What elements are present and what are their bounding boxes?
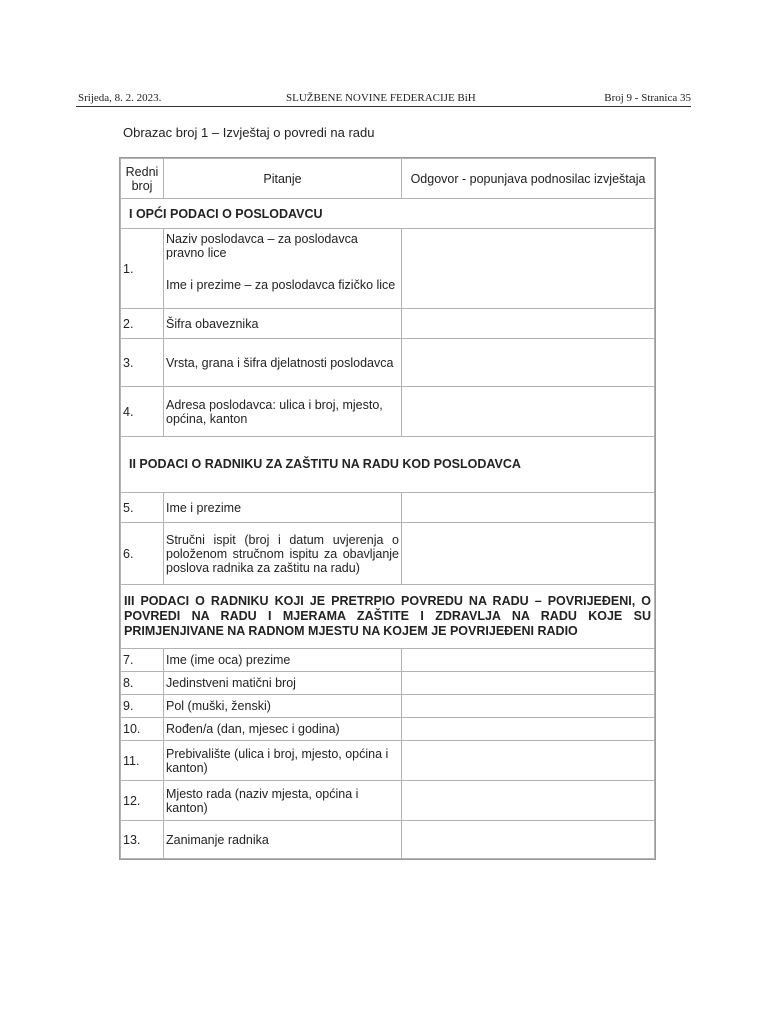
form-title: Obrazac broj 1 – Izvještaj o povredi na radu [123, 125, 375, 140]
answer-field[interactable] [402, 695, 655, 718]
table-header-row [121, 159, 655, 199]
answer-field[interactable] [402, 821, 655, 859]
row-number: 9. [121, 695, 164, 718]
answer-field[interactable] [402, 649, 655, 672]
answer-field[interactable] [402, 339, 655, 387]
table-row [121, 309, 655, 339]
table-row [121, 821, 655, 859]
section-row [121, 585, 655, 649]
row-question-part-1: Naziv poslodavca – za poslodavca pravno lice [166, 232, 358, 260]
table-row [121, 523, 655, 585]
column-header-answer: Odgovor - popunjava podnosilac izvještaja [402, 159, 655, 199]
answer-field[interactable] [402, 493, 655, 523]
section-row [121, 199, 655, 229]
row-number: 1. [121, 229, 164, 309]
table-row [121, 493, 655, 523]
table-row [121, 695, 655, 718]
row-number: 3. [121, 339, 164, 387]
table-row [121, 387, 655, 437]
section-row [121, 437, 655, 493]
row-question: Adresa poslodavca: ulica i broj, mjesto, općina, kanton [164, 387, 402, 437]
answer-field[interactable] [402, 229, 655, 309]
table-row [121, 781, 655, 821]
answer-field[interactable] [402, 672, 655, 695]
column-header-question: Pitanje [164, 159, 402, 199]
answer-field[interactable] [402, 718, 655, 741]
header-page-number: Broj 9 - Stranica 35 [604, 92, 691, 104]
row-question: Šifra obaveznika [164, 309, 402, 339]
row-number: 4. [121, 387, 164, 437]
answer-field[interactable] [402, 523, 655, 585]
row-question: Ime (ime oca) prezime [164, 649, 402, 672]
row-question: Pol (muški, ženski) [164, 695, 402, 718]
report-form-table [120, 158, 655, 859]
header-publication: SLUŽBENE NOVINE FEDERACIJE BiH [286, 92, 476, 104]
answer-field[interactable] [402, 309, 655, 339]
row-question: Prebivalište (ulica i broj, mjesto, općina i kanton) [164, 741, 402, 781]
row-question: Zanimanje radnika [164, 821, 402, 859]
header-date: Srijeda, 8. 2. 2023. [78, 92, 162, 104]
table-row [121, 718, 655, 741]
row-question-part-2: Ime i prezime – za poslodavca fizičko lice [166, 278, 396, 292]
row-question: Mjesto rada (naziv mjesta, općina i kanton) [164, 781, 402, 821]
row-question: Ime i prezime [164, 493, 402, 523]
row-question: Vrsta, grana i šifra djelatnosti poslodavca [164, 339, 402, 387]
section-2-title: II PODACI O RADNIKU ZA ZAŠTITU NA RADU KOD POSLODAVCA [121, 437, 655, 493]
answer-field[interactable] [402, 387, 655, 437]
row-number: 10. [121, 718, 164, 741]
row-number: 6. [121, 523, 164, 585]
row-number: 11. [121, 741, 164, 781]
table-row [121, 649, 655, 672]
answer-field[interactable] [402, 781, 655, 821]
answer-field[interactable] [402, 741, 655, 781]
row-question: Rođen/a (dan, mjesec i godina) [164, 718, 402, 741]
row-question: Stručni ispit (broj i datum uvjerenja o položenom stručnom ispitu za obavljanje poslova radnika za zaštitu na radu) [164, 523, 402, 585]
row-question [164, 229, 402, 309]
table-row [121, 229, 655, 309]
table-row [121, 741, 655, 781]
row-number: 8. [121, 672, 164, 695]
row-number: 7. [121, 649, 164, 672]
column-header-number: Redni broj [121, 159, 164, 199]
row-number: 12. [121, 781, 164, 821]
row-number: 2. [121, 309, 164, 339]
row-number: 5. [121, 493, 164, 523]
section-1-title: I OPĆI PODACI O POSLODAVCU [121, 199, 655, 229]
section-3-title: III PODACI O RADNIKU KOJI JE PRETRPIO POVREDU NA RADU – POVRIJEĐENI, O POVREDI NA RADU I MJERAMA ZAŠTITE I ZDRAVLJA NA RADU KOJE SU PRIMJENJIVANE NA RADNOM MJESTU NA KOJEM JE POVRIJEĐENI RADIO [121, 585, 655, 649]
header-divider [76, 106, 691, 107]
row-number: 13. [121, 821, 164, 859]
row-question: Jedinstveni matični broj [164, 672, 402, 695]
table-row [121, 339, 655, 387]
table-row [121, 672, 655, 695]
